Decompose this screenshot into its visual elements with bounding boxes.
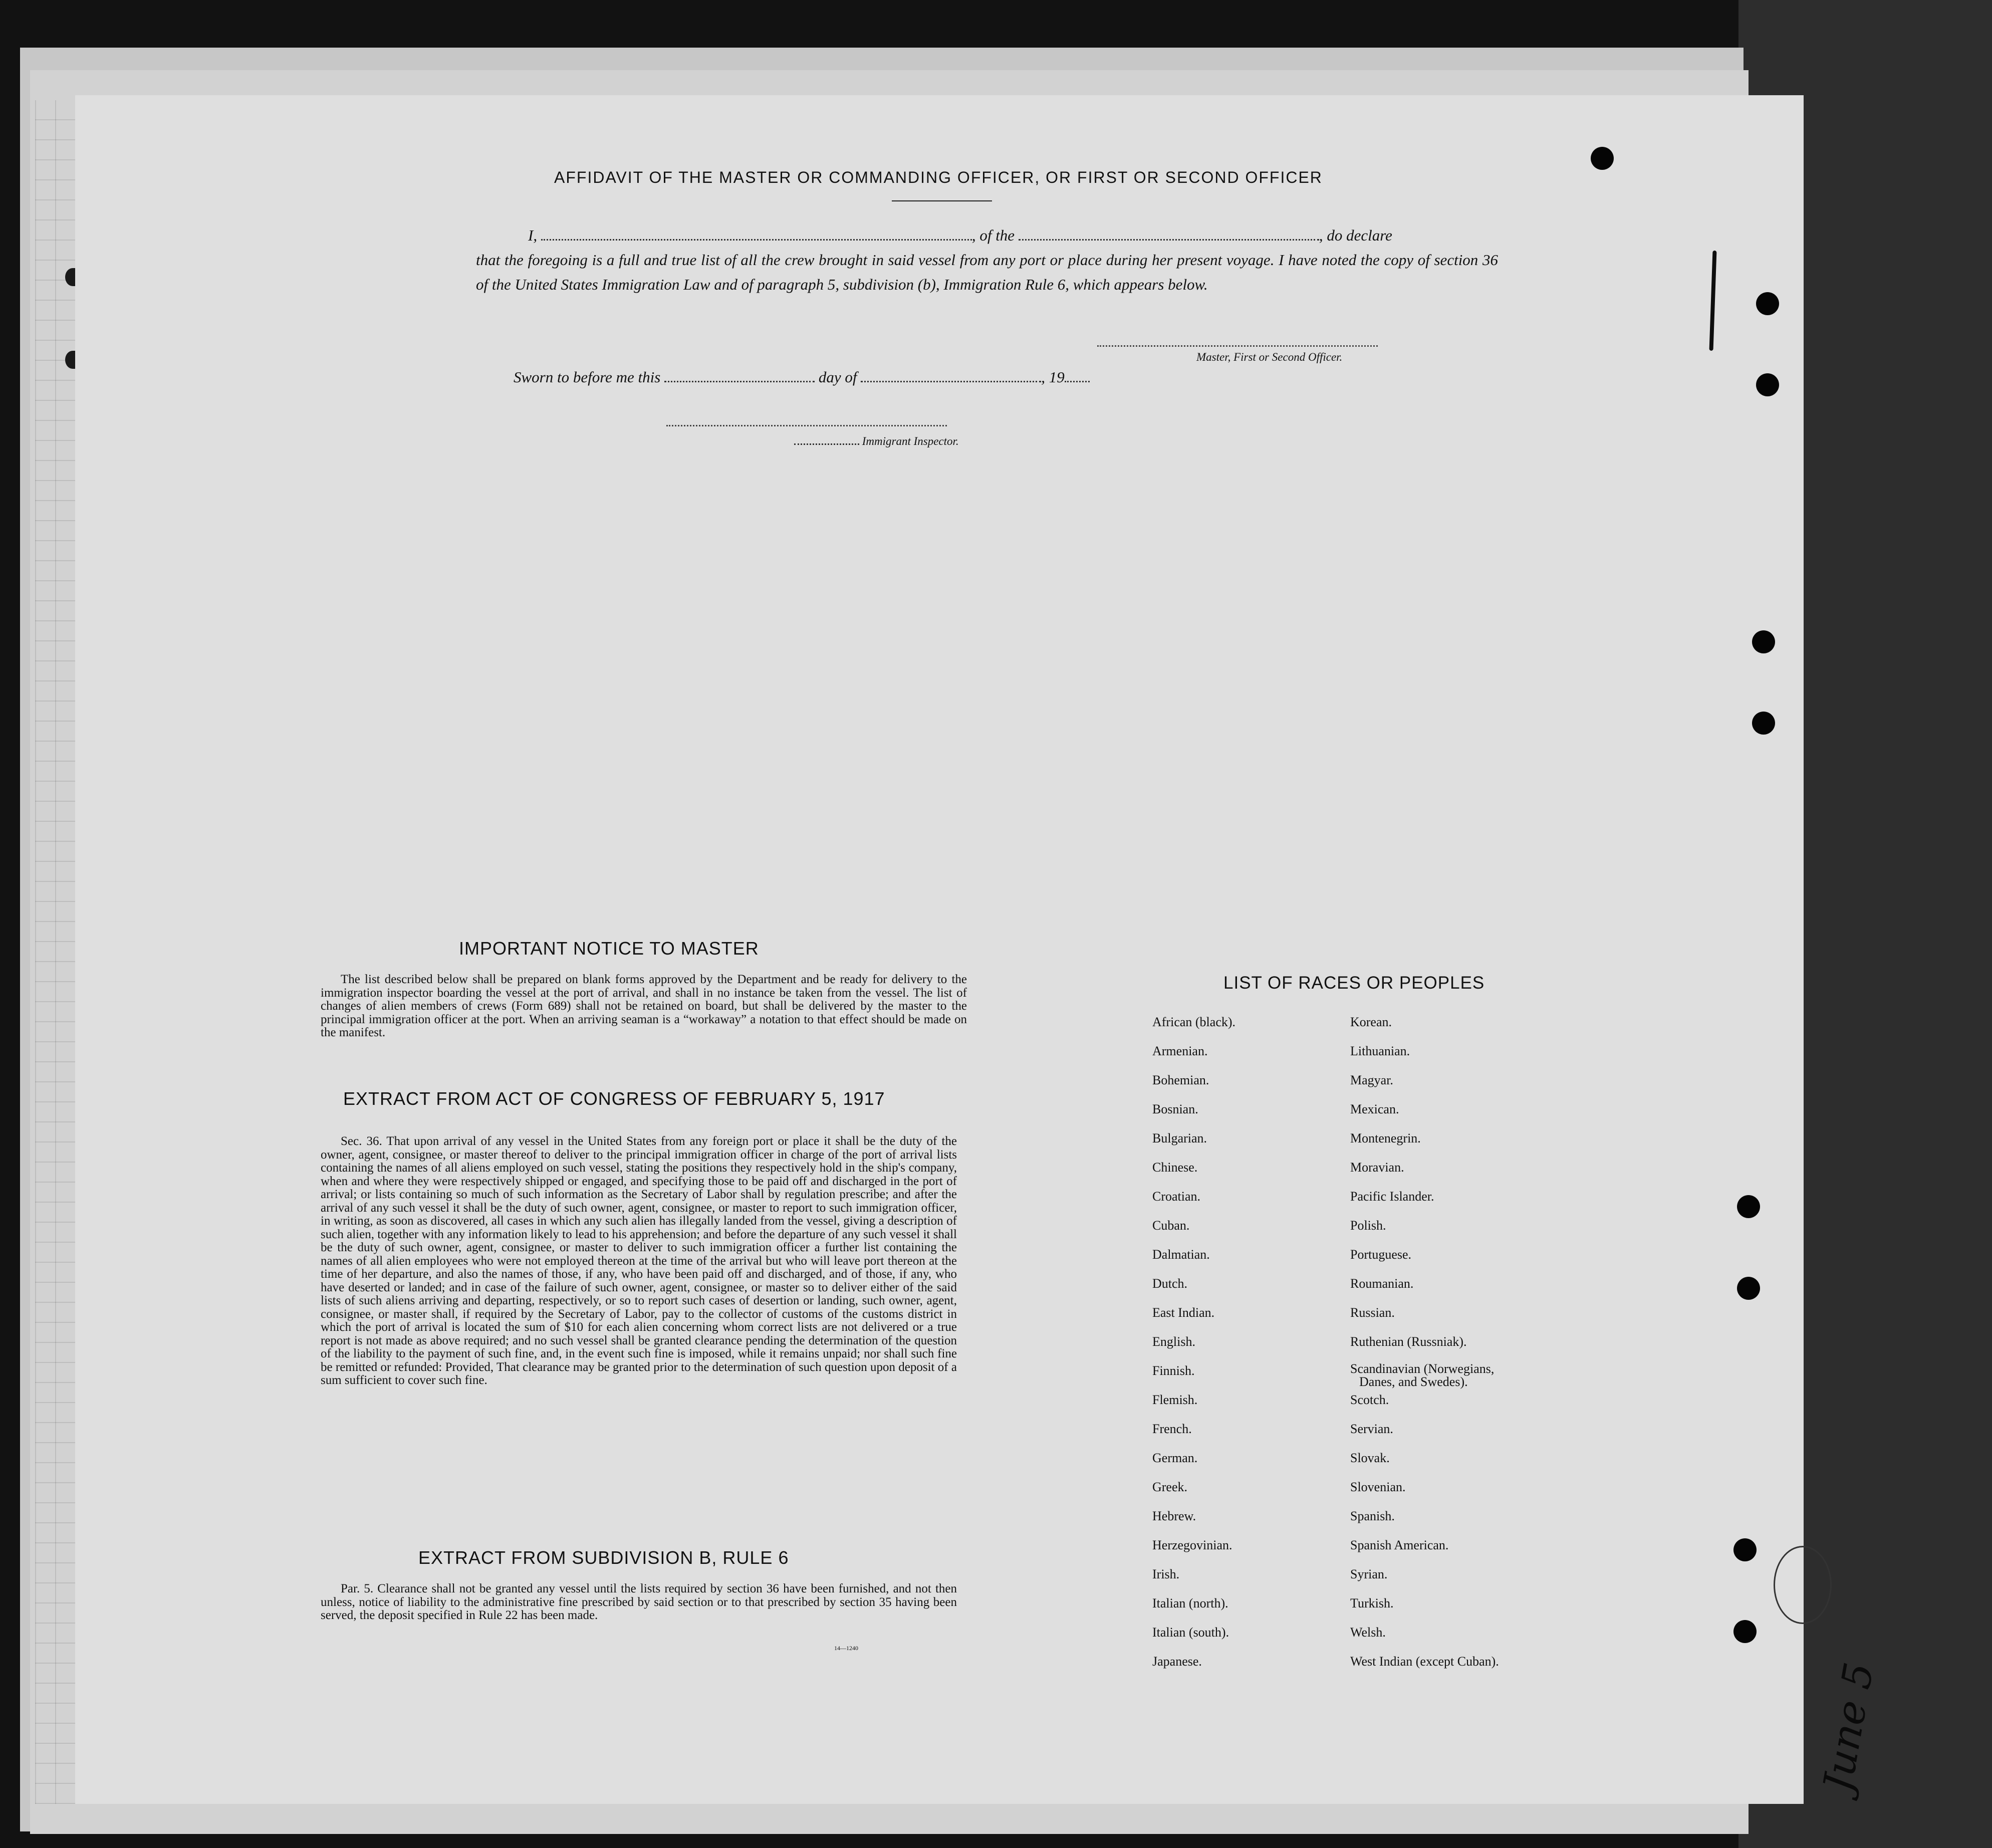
race-item: Cuban. — [1152, 1218, 1190, 1233]
race-item: West Indian (except Cuban). — [1350, 1654, 1499, 1669]
race-item: Finnish. — [1152, 1363, 1195, 1378]
race-item: Bosnian. — [1152, 1102, 1198, 1116]
race-item: African (black). — [1152, 1015, 1236, 1029]
signature-line[interactable] — [1097, 344, 1378, 347]
race-item: Roumanian. — [1350, 1276, 1414, 1291]
race-item: Flemish. — [1152, 1393, 1198, 1407]
race-item: Bohemian. — [1152, 1073, 1209, 1087]
race-item: Spanish. — [1350, 1509, 1395, 1523]
race-item: Armenian. — [1152, 1044, 1208, 1058]
race-item: Italian (north). — [1152, 1596, 1228, 1610]
race-item: Greek. — [1152, 1480, 1188, 1494]
race-item: Herzegovinian. — [1152, 1538, 1232, 1552]
sworn-line — [514, 365, 1090, 389]
rule-extract-text: Par. 5. Clearance shall not be granted any vessel until the lists required by section 36 have been furnished, and not then unless, notice of liability to the administrative fine prescribed by said section or to that prescribed by section 35 having been served, the deposit specified in Rule 22 has been made. — [321, 1582, 957, 1622]
sworn-mid: day of — [818, 368, 857, 386]
sworn-end: , 19 — [1041, 368, 1065, 386]
race-item: French. — [1152, 1422, 1192, 1436]
day-blank[interactable] — [664, 369, 815, 382]
punch-hole-icon — [1756, 292, 1779, 315]
race-item: Danes, and Swedes). — [1359, 1374, 1468, 1389]
race-item: Hebrew. — [1152, 1509, 1196, 1523]
race-item: Polish. — [1350, 1218, 1386, 1233]
inspector-label — [794, 435, 959, 448]
race-item: Spanish American. — [1350, 1538, 1449, 1552]
form-number: 14—1240 — [834, 1645, 858, 1652]
handwritten-date: June 5 — [1814, 1659, 1883, 1795]
race-item: Bulgarian. — [1152, 1131, 1207, 1145]
race-item: Japanese. — [1152, 1654, 1202, 1669]
race-item: Slovak. — [1350, 1451, 1390, 1465]
race-item: Syrian. — [1350, 1567, 1388, 1581]
race-item: English. — [1152, 1334, 1195, 1349]
race-item: Russian. — [1350, 1305, 1395, 1320]
punch-hole-icon — [1752, 712, 1775, 735]
year-blank[interactable] — [1065, 369, 1090, 382]
race-item: Moravian. — [1350, 1160, 1404, 1175]
race-item: Pacific Islander. — [1350, 1189, 1434, 1204]
race-item: Turkish. — [1350, 1596, 1394, 1610]
punch-hole-icon — [1752, 630, 1775, 653]
signature-label: Master, First or Second Officer. — [1196, 351, 1343, 363]
act-extract-title: EXTRACT FROM ACT OF CONGRESS OF FEBRUARY 5, 1917 — [343, 1088, 885, 1109]
race-item: Chinese. — [1152, 1160, 1198, 1175]
sworn-start: Sworn to before me this — [514, 368, 661, 386]
affidavit-line1-start: I, — [528, 226, 538, 244]
race-item: Scotch. — [1350, 1393, 1389, 1407]
punch-hole-icon — [1737, 1277, 1760, 1300]
race-item: Servian. — [1350, 1422, 1393, 1436]
race-item: Lithuanian. — [1350, 1044, 1410, 1058]
race-item: Slovenian. — [1350, 1480, 1406, 1494]
divider — [892, 200, 992, 201]
affidavit-title: AFFIDAVIT OF THE MASTER OR COMMANDING OFFICER, OR FIRST OR SECOND OFFICER — [554, 168, 1323, 186]
stamp-mark — [1774, 1546, 1832, 1624]
race-item: Montenegrin. — [1350, 1131, 1421, 1145]
punch-hole-icon — [1756, 373, 1779, 396]
vessel-blank[interactable] — [1019, 227, 1319, 241]
races-title: LIST OF RACES OR PEOPLES — [1223, 973, 1485, 993]
race-item: German. — [1152, 1451, 1198, 1465]
notice-text: The list described below shall be prepared on blank forms approved by the Department and be ready for delivery to the immigration inspector boarding the vessel at the port of arrival, and shall in no instance be taken from the vessel. The list of changes of alien members of crews (Form 689) shall not be retained on board, but shall be delivered by the master to the principal immigration officer at the port. When an arriving seaman is a “workaway” a notation to that effect should be made on the manifest. — [321, 973, 967, 1039]
race-item: Portuguese. — [1350, 1247, 1412, 1262]
affidavit-line1-end: , do declare — [1319, 226, 1392, 244]
race-item: Italian (south). — [1152, 1625, 1229, 1640]
affidavit-body — [476, 223, 1498, 297]
race-item: Croatian. — [1152, 1189, 1201, 1204]
form-sheet — [75, 95, 1804, 1804]
act-extract-text: Sec. 36. That upon arrival of any vessel in the United States from any foreign port or place it shall be the duty of the owner, agent, consignee, or master thereof to deliver to the principal immigration officer in charge of the port of arrival lists containing the names of all aliens employed on such vessel, stating the positions they respectively hold in the ship's company, when and where they were respectively shipped or engaged, and specifying those to be paid off and discharged in the port of arrival; or lists containing so much of such information as the Secretary of Labor shall by regulation prescribe; and after the arrival of any such vessel it shall be the duty of such owner, agent, consignee, or master to report to such immigration officer, in writing, as soon as discovered, all cases in which any such alien has illegally landed from the vessel, giving a description of such alien, together with any information likely to lead to his apprehension; and before the departure of any such vessel it shall be the duty of such owner, agent, consignee, or master to deliver to such immigration officer a further list containing the names of all alien employees who were not employed thereon at the time of the arrival but who will leave port thereon at the time of her departure, and also the names of those, if any, who have been paid off and discharged, and of those, if any, who have deserted or landed; and in case of the failure of such owner, agent, consignee, or master so to deliver either of the said lists of such aliens arriving and departing, respectively, or so to report such cases of desertion or landing, such owner, agent, consignee, or master shall, if required by the Secretary of Labor, pay to the collector of customs of the customs district in which the port of arrival is located the sum of $10 for each alien concerning whom correct lists are not delivered or a true report is not made as above required; and no such vessel shall be granted clearance pending the determination of the question of the liability to the payment of such fine, and, in the event such fine is imposed, while it remains unpaid; nor shall such fine be remitted or refunded: Provided, That clearance may be granted prior to the determination of such question upon deposit of a sum sufficient to cover such fine. — [321, 1134, 957, 1387]
punch-hole-icon — [1737, 1195, 1760, 1218]
race-item: Mexican. — [1350, 1102, 1399, 1116]
race-item: Dutch. — [1152, 1276, 1188, 1291]
affidavit-declaration: that the foregoing is a full and true list of all the crew brought in said vessel from any port or place during her present voyage. I have noted the copy of section 36 of the United States Immigration Law and of paragraph 5, subdivision (b), Immigration Rule 6, which appears below. — [476, 251, 1498, 293]
notice-title: IMPORTANT NOTICE TO MASTER — [459, 938, 759, 959]
punch-hole-icon — [1733, 1620, 1757, 1643]
race-item: Dalmatian. — [1152, 1247, 1210, 1262]
punch-hole-icon — [1591, 147, 1614, 170]
affidavit-line1-mid: , of the — [971, 226, 1015, 244]
race-item: Ruthenian (Russniak). — [1350, 1334, 1467, 1349]
race-item: Magyar. — [1350, 1073, 1393, 1087]
race-item: Irish. — [1152, 1567, 1180, 1581]
punch-hole-icon — [1733, 1538, 1757, 1561]
race-item: Korean. — [1350, 1015, 1392, 1029]
month-blank[interactable] — [861, 369, 1041, 382]
inspector-dots — [794, 435, 859, 445]
race-item: East Indian. — [1152, 1305, 1215, 1320]
inspector-label-text: Immigrant Inspector. — [862, 435, 959, 447]
race-item: Scandinavian (Norwegians, — [1350, 1361, 1495, 1376]
inspector-signature-line[interactable] — [666, 424, 947, 426]
name-blank[interactable] — [541, 227, 972, 241]
race-item: Welsh. — [1350, 1625, 1386, 1640]
rule-extract-title: EXTRACT FROM SUBDIVISION B, RULE 6 — [418, 1547, 789, 1568]
